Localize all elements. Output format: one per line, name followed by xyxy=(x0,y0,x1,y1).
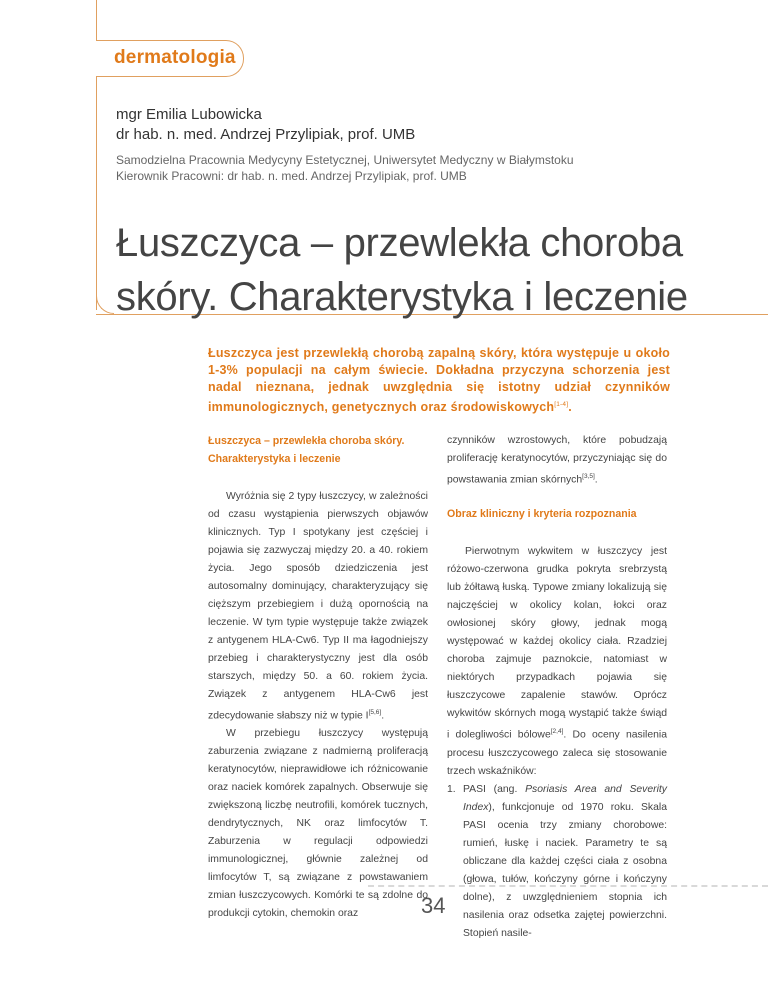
right-column-heading: Obraz kliniczny i kryteria rozpoznania xyxy=(447,508,637,521)
left-citation-1: [5,6] xyxy=(368,709,382,716)
page-number: 34 xyxy=(421,893,446,918)
lead-citation: [1-4] xyxy=(554,401,569,408)
left-paragraph-1: Wyróżnia się 2 typy łuszczycy, w zależności od czasu wystąpienia pierwszych objawów klinicznych. Typ I spotykany jest częściej i pojawia się zazwyczaj między 20. a 40. rokiem życia. Jego sposób dziedziczenia jest autosomalny dominujący, charakteryzujący się cięższym przebiegiem i dużą opornością na leczenie. W tym typie występuje także związek z antygenem HLA-Cw6. Typ II ma łagodniejszy przebieg i charakterystyczny jest dla osób starszych, między 50. a 60. rokiem życia. Związek z antygenem HLA-Cw6 jest zdecydowanie słabszy niż w typie I[5,6]. xyxy=(208,491,428,722)
right-paragraph-2: Pierwotnym wykwitem w łuszczycy jest różowo-czerwona grudka pokryta srebrzystą lub żółtawą łuską. Typowe zmiany lokalizują się najczęściej w okolicy kolan, łokci oraz owłosionej skóry głowy, jednak mogą występować w każdej okolicy ciała. Rzadziej choroba zajmuje paznokcie, natomiast w niektórych przypadkach pojawia się łuszczycowe zapalenie stawów. Oprócz wykwitów skórnych mogą wystąpić także świąd i dolegliwości bólowe[2,4]. Do oceny nasilenia procesu łuszczycowego zaleca się stosowanie trzech wskaźników: xyxy=(447,546,667,777)
lead-paragraph: Łuszczyca jest przewlekłą chorobą zapalną skóry, która występuje u około 1-3% populacji na całym świecie. Dokładna przyczyna schorzenia jest nadal nieznana, jednak uwzględnia się istotny udział czynników immunologicznych, genetycznych oraz środowiskowych[1-4]. xyxy=(208,346,670,415)
title-line-2: skóry. Charakterystyka i leczenie xyxy=(116,275,688,319)
list-item: 1. PASI (ang. Psoriasis Area and Severity Index), funkcjonuje od 1970 roku. Skala PASI ocenia trzy zmiany chorobowe: rumień, łuskę i naciek. Parametry te są obliczane dla każdej części ciała z osobna (głowa, tułów, kończyny górne i kończyny dolne), z uwzględnieniem stopnia ich nasilenia oraz odsetka zajętej powierzchni. Stopień nasile- xyxy=(447,781,667,943)
list-item-number: 1. xyxy=(447,783,456,795)
right-citation-2: [2,4] xyxy=(550,728,564,736)
affiliation xyxy=(116,152,574,184)
frame-corner xyxy=(96,296,114,314)
left-column xyxy=(208,432,428,923)
affiliation-line-1: Samodzielna Pracownia Medycyny Estetycznej, Uniwersytet Medyczny w Białymstoku xyxy=(116,153,574,167)
footer-dashed-rule xyxy=(368,885,768,887)
indicator-list xyxy=(447,781,667,943)
authors xyxy=(116,105,415,145)
left-column-heading: Łuszczyca – przewlekła choroba skóry. Charakterystyka i leczenie xyxy=(208,435,405,465)
author-2: dr hab. n. med. Andrzej Przylipiak, prof. UMB xyxy=(116,126,416,143)
title-line-1: Łuszczyca – przewlekła choroba xyxy=(116,221,683,265)
left-paragraph-2: W przebiegu łuszczycy występują zaburzenia związane z nadmierną proliferacją keratynocytów, nieprawidłowe ich różnicowanie oraz naciek komórek zapalnych. Obserwuje się zwiększoną liczbę neutrofili, komórek tucznych, dendrytycznych, NK oraz limfocytów T. Zaburzenia w regulacji odpowiedzi immunologicznej, głównie zależnej od limfocytów T, są związane z powstawaniem zmian łuszczycowych. Komórki te są zdolne do produkcji cytokin, chemokin oraz xyxy=(208,728,428,920)
article-title xyxy=(116,216,688,324)
section-tab-label: dermatologia xyxy=(114,47,236,68)
right-column xyxy=(447,432,667,943)
author-1: mgr Emilia Lubowicka xyxy=(116,106,262,123)
right-paragraph-1: czynników wzrostowych, które pobudzają proliferację keratynocytów, przyczyniając się do powstawania zmian skórnych[3,5]. xyxy=(447,435,667,486)
right-citation-1: [3,5] xyxy=(582,473,595,480)
section-tab xyxy=(96,40,244,77)
affiliation-line-2: Kierownik Pracowni: dr hab. n. med. Andrzej Przylipiak, prof. UMB xyxy=(116,169,467,183)
